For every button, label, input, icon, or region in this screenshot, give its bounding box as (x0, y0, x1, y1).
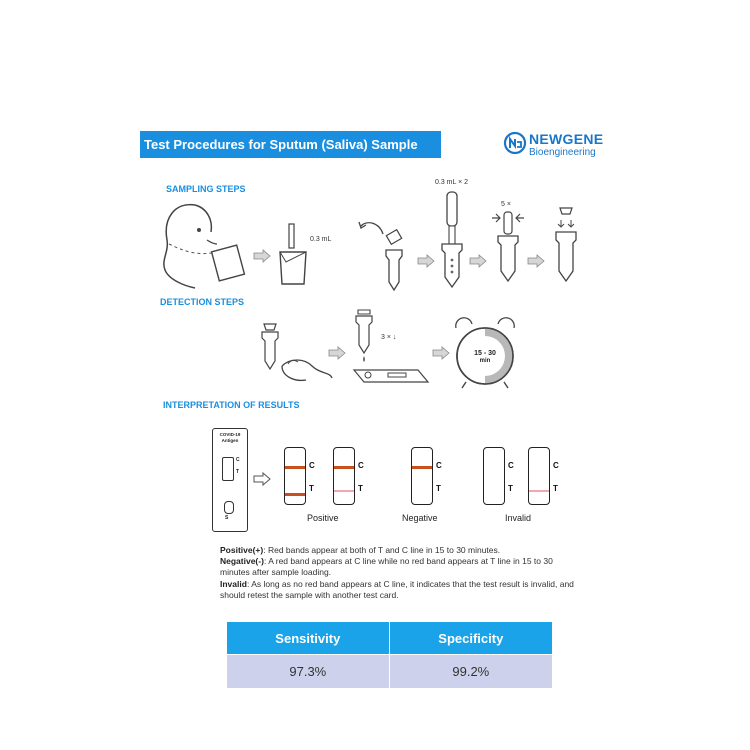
volume-x2-label: 0.3 mL × 2 (435, 179, 469, 186)
cassette-t-label: T (236, 469, 240, 475)
arrow-right-icon (329, 347, 345, 359)
positive-description (220, 545, 575, 556)
positive-description-label: Positive(+) (220, 545, 264, 555)
strip-t-label: T (358, 484, 363, 493)
arrow-right-icon (470, 255, 486, 267)
section-interpretation: INTERPRETATION OF RESULTS (163, 400, 300, 410)
invalid-description (220, 579, 575, 601)
negative-description-text: : A red band appears at C line while no red band appears at T line in 15 to 30 minutes after sample loading. (220, 556, 553, 578)
strip-c-label: C (508, 461, 514, 470)
c-band (412, 466, 432, 469)
strip-t-label: T (436, 484, 441, 493)
sensitivity-header: Sensitivity (227, 622, 389, 655)
c-band (285, 466, 305, 469)
test-cassette (212, 428, 248, 532)
arrow-right-icon (418, 255, 434, 267)
squeeze-tube-illustration (490, 210, 526, 292)
pipette-into-tube-illustration (438, 190, 466, 290)
strip-c-label: C (553, 461, 559, 470)
drop-on-cassette-illustration (350, 306, 430, 390)
timer-unit-label: min (479, 358, 491, 364)
arrow-right-icon (254, 473, 270, 485)
drops-label: 3 × ↓ (381, 334, 397, 341)
performance-table (227, 622, 553, 688)
cassette-window (222, 457, 234, 481)
sample-bag-illustration (276, 222, 310, 286)
strip-t-label: T (553, 484, 558, 493)
positive-strip-2 (333, 447, 355, 505)
strip-c-label: C (309, 461, 315, 470)
strip-c-label: C (358, 461, 364, 470)
invalid-label: Invalid (505, 513, 532, 523)
result-descriptions (220, 545, 575, 601)
invalid-strip-2 (528, 447, 550, 505)
table-header-row (227, 622, 553, 655)
tube-open-illustration (378, 228, 410, 292)
specificity-header: Specificity (389, 622, 552, 655)
c-band (334, 466, 354, 469)
negative-strip (411, 447, 433, 505)
t-band (285, 493, 305, 496)
t-band-faint (334, 490, 354, 492)
logo-name: NEWGENE (529, 131, 604, 147)
t-band-faint (529, 490, 549, 492)
sensitivity-value: 97.3% (227, 655, 389, 689)
arrow-right-icon (528, 255, 544, 267)
positive-label: Positive (307, 513, 339, 523)
arrow-right-icon (254, 250, 270, 262)
volume-label: 0.3 mL (310, 236, 332, 243)
invalid-description-text: : As long as no red band appears at C line, it indicates that the test result is invalid, and should retest the sample with another test card. (220, 578, 574, 600)
cassette-sample-well (224, 501, 234, 514)
specificity-value: 99.2% (389, 655, 552, 689)
table-row (227, 655, 553, 689)
cassette-s-label: S (225, 515, 229, 521)
negative-description (220, 556, 575, 578)
strip-t-label: T (508, 484, 513, 493)
invalid-strip-1 (483, 447, 505, 505)
cassette-c-label: C (236, 457, 240, 463)
cassette-title-line1: COVID-19 (219, 432, 241, 437)
times-5-label: 5 × (501, 201, 511, 208)
title-banner: Test Procedures for Sputum (Saliva) Sample (140, 131, 441, 158)
cassette-title-line2: Antigen (221, 438, 239, 443)
newgene-logo-icon (503, 131, 527, 155)
logo-subtitle: Bioengineering (529, 147, 596, 158)
strip-t-label: T (309, 484, 314, 493)
tube-in-hand-illustration (252, 322, 332, 388)
arrow-right-icon (433, 347, 449, 359)
section-detection-steps: DETECTION STEPS (160, 297, 245, 307)
cap-tube-illustration (550, 206, 582, 292)
invalid-description-label: Invalid (220, 578, 247, 589)
timer-range-label: 15 - 30 (474, 350, 496, 357)
positive-strip-1 (284, 447, 306, 505)
positive-description-text: : Red bands appear at both of T and C line in 15 to 30 minutes. (263, 545, 501, 555)
section-sampling-steps: SAMPLING STEPS (166, 184, 246, 194)
person-spitting-illustration (155, 200, 245, 290)
negative-label: Negative (402, 513, 438, 523)
negative-description-label: Negative(-) (220, 556, 264, 567)
strip-c-label: C (436, 461, 442, 470)
